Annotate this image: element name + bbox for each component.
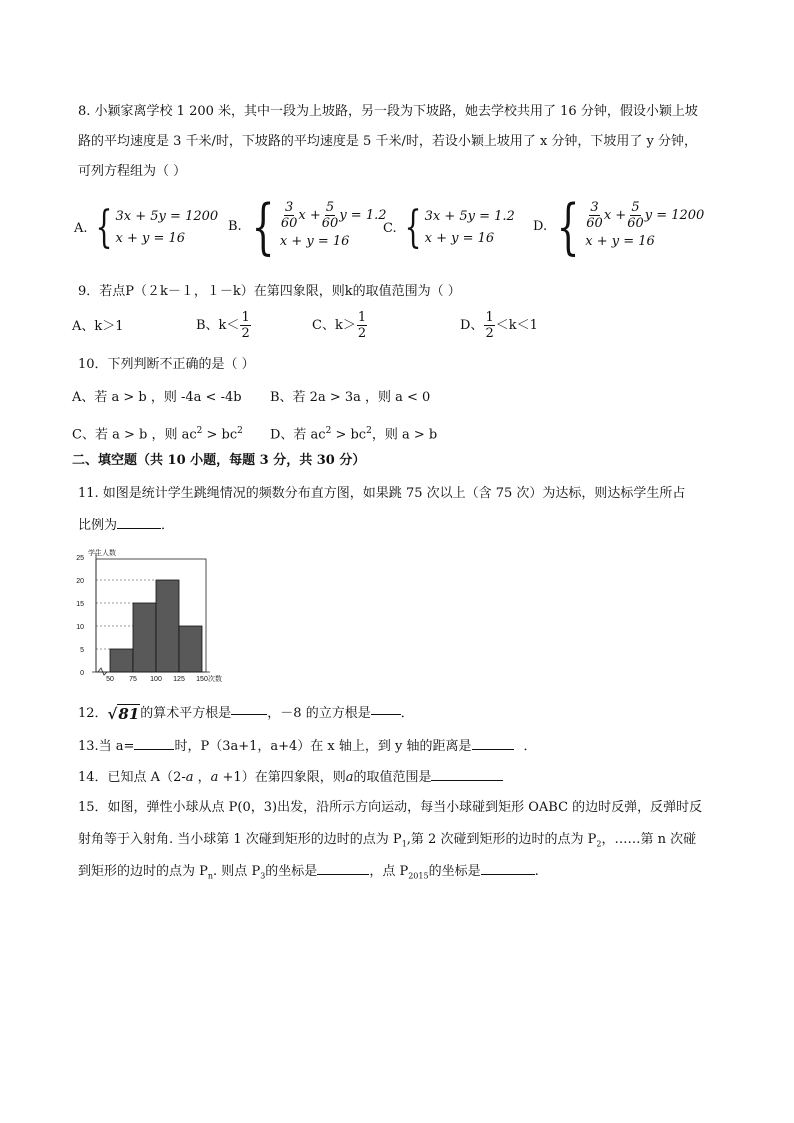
- fraction-numerator: 1: [485, 310, 494, 325]
- q15-line2: [78, 830, 696, 855]
- q15-text: ,第 2 次碰到矩形的边时的点为 P: [406, 832, 597, 847]
- q9-option-c-text: C、k＞: [312, 317, 356, 333]
- answer-blank[interactable]: [431, 780, 503, 781]
- q8-option-b-eq2: x + y = 16: [279, 234, 350, 249]
- q10-option-d-text: D、若 ac: [270, 427, 326, 443]
- q8-option-a-label: A.: [74, 220, 88, 236]
- section-heading: 二、填空题（共 10 小题，每题 3 分，共 30 分）: [72, 453, 366, 468]
- q8-option-a: [74, 202, 219, 253]
- q15-text: 的坐标是: [428, 864, 481, 879]
- q12-line: [78, 704, 414, 724]
- x-axis-title: 次数: [208, 675, 222, 682]
- variable-a: a: [345, 770, 354, 785]
- fraction-numerator: 3: [285, 200, 294, 215]
- axis-break-icon: [98, 668, 107, 675]
- left-brace-icon: {: [556, 191, 580, 262]
- answer-blank[interactable]: [231, 714, 267, 715]
- q9-option-b-text: B、k＜: [196, 317, 240, 333]
- x-tick-label: 100: [150, 676, 162, 682]
- histogram-bar: [110, 649, 133, 672]
- answer-blank[interactable]: [481, 874, 535, 875]
- q8-option-d-mid: x +: [603, 207, 627, 223]
- q8-option-b-mid: x +: [298, 207, 321, 223]
- q10-stem: 10．下列判断不正确的是（ ）: [78, 357, 255, 372]
- q8-option-b-eq1: [280, 200, 387, 231]
- variable-a: a: [210, 770, 219, 785]
- subscript: n: [207, 871, 214, 881]
- q13-text1: 13.当 a=: [78, 739, 135, 754]
- fraction-numerator: 1: [357, 310, 367, 325]
- chart-title: 学生人数: [88, 549, 116, 557]
- q10-option-b: B、若 2a > 3a ，则 a < 0: [270, 390, 431, 405]
- q9-stem: 9．若点P（２k－１，１－k）在第四象限，则k的取值范围为（ ）: [78, 284, 461, 299]
- q12-text2: ，－8 的立方根是: [267, 706, 371, 721]
- variable-a: a: [185, 770, 194, 785]
- q10-option-a: A、若 a > b ，则 -4a < -4b: [72, 390, 242, 405]
- q8-option-d-eq1: [585, 200, 704, 231]
- q9-option-d-label: D、: [460, 317, 484, 333]
- exponent: 2: [237, 426, 243, 436]
- q8-option-c-eq1: 3x + 5y = 1.2: [424, 209, 515, 224]
- answer-blank[interactable]: [371, 714, 401, 715]
- q11-line2: [78, 516, 174, 536]
- exponent: 2: [196, 426, 203, 436]
- fraction-denominator: 60: [586, 216, 603, 231]
- answer-blank[interactable]: [472, 749, 514, 750]
- q13-end: ．: [523, 739, 537, 754]
- x-tick-label: 150: [196, 676, 208, 682]
- histogram-bar: [133, 603, 156, 672]
- q8-option-d: [533, 191, 705, 262]
- q8-option-d-tail: y = 1200: [644, 207, 705, 223]
- q15-text: ，……第 n 次碰: [601, 832, 697, 847]
- q10-option-c: [72, 421, 243, 445]
- answer-blank[interactable]: [117, 528, 161, 529]
- q8-line3: 可列方程组为（ ）: [78, 164, 187, 179]
- q10-option-d-text3: ，则 a > b: [371, 427, 438, 443]
- q8-option-b: [228, 191, 387, 262]
- fraction-denominator: 60: [321, 216, 339, 231]
- q11-line2-end: ．: [161, 518, 175, 533]
- fraction-numerator: 3: [590, 200, 599, 215]
- q13-line: [78, 737, 537, 757]
- q8-option-c: [383, 202, 515, 253]
- frequency-histogram: [72, 542, 242, 682]
- fraction-denominator: 2: [241, 326, 250, 341]
- q14-line: [78, 768, 503, 788]
- q8-option-b-tail: y = 1.2: [339, 207, 387, 223]
- histogram-bar: [179, 626, 202, 672]
- y-tick-label: 0: [80, 670, 84, 677]
- left-brace-icon: {: [95, 202, 112, 253]
- q12-text1: 的算术平方根是: [140, 706, 232, 721]
- q8-line2: 路的平均速度是 3 千米/时，下坡路的平均速度是 5 千米/时，若设小颖上坡用了 x 分钟，下坡用了 y 分钟，: [78, 134, 698, 149]
- q8-option-c-label: C.: [383, 220, 397, 236]
- q13-text2: 时，P（3a+1，a+4）在 x 轴上，到 y 轴的距离是: [174, 739, 472, 754]
- q8-line1: 8. 小颖家离学校 1 200 米，其中一段为上坡路，另一段为下坡路，她去学校共用了 16 分钟，假设小颖上坡: [78, 104, 698, 119]
- q14-text3: +1）在第四象限，则: [218, 770, 346, 785]
- radicand: 81: [118, 705, 140, 723]
- q14-text1: 14．已知点 A（2-: [78, 770, 186, 785]
- y-tick-label: 15: [76, 601, 84, 608]
- q14-text4: 的取值范围是: [353, 770, 432, 785]
- histogram-bar: [156, 580, 179, 672]
- q12-number: 12．: [78, 706, 108, 721]
- subscript: 2: [596, 839, 602, 849]
- exponent: 2: [325, 426, 332, 436]
- q9-option-b: [196, 310, 252, 341]
- q8-option-d-label: D.: [533, 219, 548, 234]
- x-tick-label: 125: [173, 676, 185, 682]
- left-brace-icon: {: [404, 202, 422, 253]
- q8-option-b-label: B.: [228, 219, 242, 234]
- q11-line2-text: 比例为: [78, 518, 118, 533]
- square-root: √81: [107, 705, 140, 723]
- fraction-denominator: 2: [485, 326, 494, 341]
- q9-option-d-text: ＜k＜1: [495, 317, 538, 333]
- q8-option-a-eq2: x + y = 16: [115, 231, 186, 246]
- q15-line1: 15．如图，弹性小球从点 P(0，3)出发，沿所示方向运动，每当小球碰到矩形 OABC 的边时反弹，反弹时反: [78, 800, 703, 815]
- q12-end: ．: [400, 706, 414, 721]
- x-tick-label: 50: [106, 676, 114, 682]
- y-tick-label: 25: [76, 555, 84, 562]
- subscript: 2015: [408, 871, 429, 881]
- answer-blank[interactable]: [317, 874, 369, 875]
- q8-option-c-eq2: x + y = 16: [424, 231, 495, 246]
- y-tick-label: 20: [76, 578, 84, 585]
- q8-option-a-eq1: 3x + 5y = 1200: [115, 209, 219, 224]
- q8-option-d-eq2: x + y = 16: [585, 234, 655, 249]
- q11-line1: 11. 如图是统计学生跳绳情况的频数分布直方图，如果跳 75 次以上（含 75 次）为达标，则达标学生所占: [78, 486, 686, 501]
- q15-text: 的坐标是: [265, 864, 318, 879]
- q15-text: 到矩形的边时的点为 P: [78, 864, 208, 879]
- q10-option-d-text2: > bc: [331, 427, 367, 443]
- fraction-numerator: 5: [325, 200, 335, 215]
- x-tick-label: 75: [129, 676, 137, 682]
- answer-blank[interactable]: [134, 749, 174, 750]
- fraction-denominator: 2: [357, 326, 367, 341]
- fraction-denominator: 60: [280, 216, 298, 231]
- q9-option-c: [312, 310, 368, 341]
- q15-end: .: [534, 864, 539, 879]
- q9-option-d: [460, 310, 538, 341]
- q10-option-c-text2: > bc: [202, 427, 238, 443]
- q10-option-d: [270, 421, 437, 445]
- q9-option-a: A、k＞1: [72, 319, 124, 334]
- q15-text: ，点 P: [369, 864, 409, 879]
- fraction-numerator: 1: [241, 310, 250, 325]
- q14-text2: ，: [193, 770, 211, 785]
- fraction-numerator: 5: [631, 200, 640, 215]
- q10-option-c-text: C、若 a > b ，则 ac: [72, 427, 197, 443]
- subscript: 1: [401, 839, 407, 849]
- y-tick-label: 5: [80, 647, 84, 654]
- y-tick-label: 10: [76, 624, 84, 631]
- exponent: 2: [366, 426, 372, 436]
- subscript: 3: [260, 871, 266, 881]
- q15-text: 射角等于入射角. 当小球第 1 次碰到矩形的边时的点为 P: [78, 832, 402, 847]
- left-brace-icon: {: [251, 191, 275, 262]
- fraction-denominator: 60: [627, 216, 644, 231]
- q15-text: . 则点 P: [213, 864, 261, 879]
- q15-line3: [78, 862, 539, 887]
